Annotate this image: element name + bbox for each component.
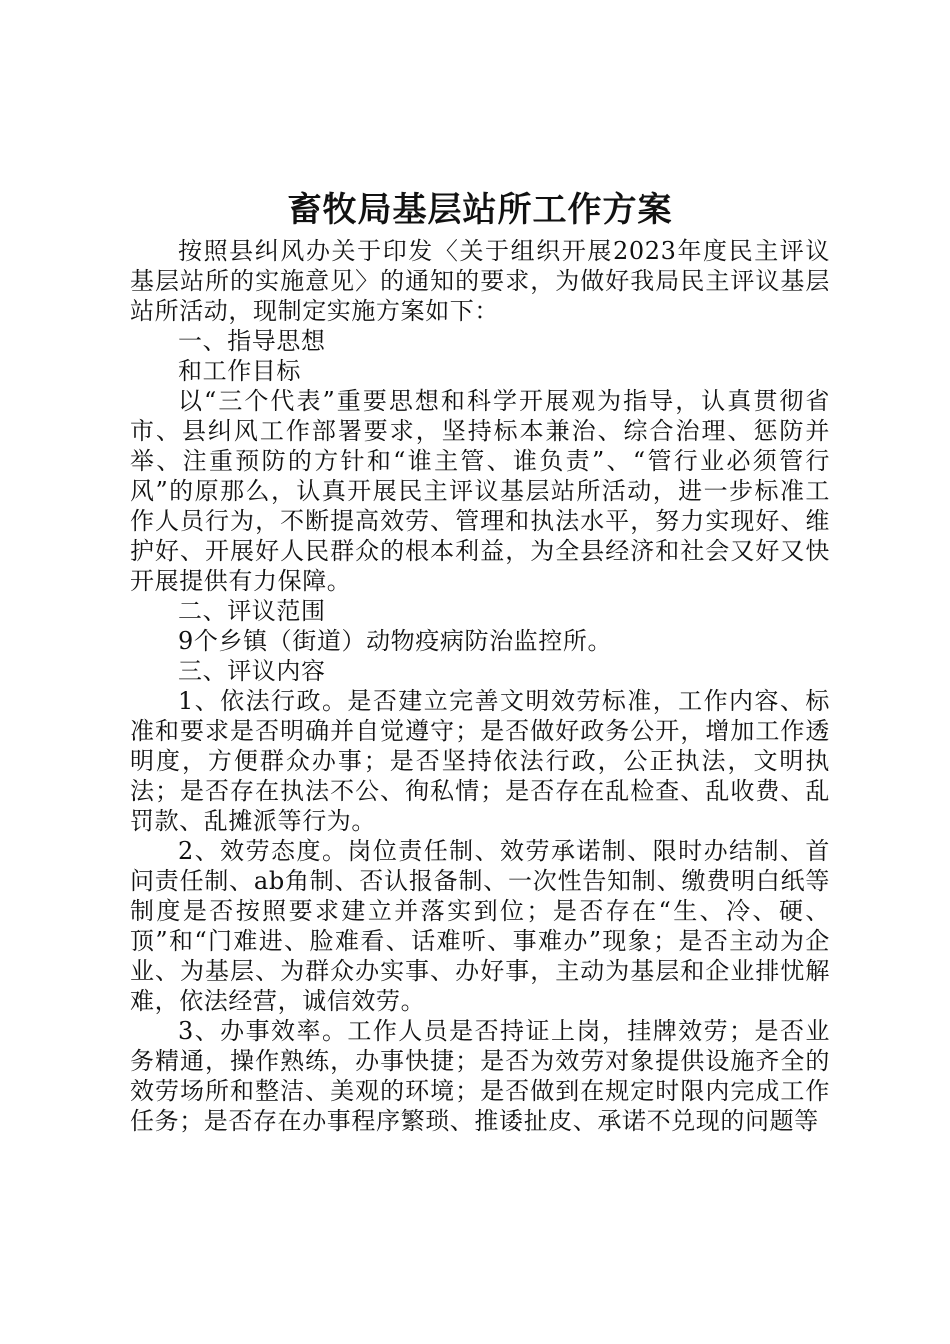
document-title: 畜牧局基层站所工作方案 xyxy=(287,190,673,230)
section-heading-work-goals: 和工作目标 xyxy=(178,357,301,385)
paragraph-item-3: 3、办事效率。工作人员是否持证上岗，挂牌效劳；是否业务精通，操作熟练，办事快捷；是否为效劳对象提供设施齐全的效劳场所和整洁、美观的环境；是否做到在规定时限内完成工作任务；是否存在办事程序繁琐、推诿扯皮、承诺不兑现的问题等 xyxy=(130,1017,830,1135)
paragraph-guiding-text: 以“三个代表”重要思想和科学开展观为指导，认真贯彻省市、县纠风工作部署要求，坚持标本兼治、综合治理、惩防并举、注重预防的方针和“谁主管、谁负责”、“管行业必须管行风”的原那么，认真开展民主评议基层站所活动，进一步标准工作人员行为，不断提高效劳、管理和执法水平，努力实现好、维护好、开展好人民群众的根本利益，为全县经济和社会又好又快开展提供有力保障。 xyxy=(130,387,830,595)
document-page xyxy=(130,190,830,1136)
section-heading-guiding-ideology: 一、指导思想 xyxy=(178,327,326,355)
paragraph-item-1: 1、依法行政。是否建立完善文明效劳标准，工作内容、标准和要求是否明确并自觉遵守；是否做好政务公开，增加工作透明度，方便群众办事；是否坚持依法行政，公正执法，文明执法；是否存在执法不公、徇私情；是否存在乱检查、乱收费、乱罚款、乱摊派等行为。 xyxy=(130,687,830,835)
paragraph-intro: 按照县纠风办关于印发〈关于组织开展2023年度民主评议基层站所的实施意见〉的通知的要求，为做好我局民主评议基层站所活动，现制定实施方案如下： xyxy=(130,237,830,325)
paragraph-item-2: 2、效劳态度。岗位责任制、效劳承诺制、限时办结制、首问责任制、ab角制、否认报备制、一次性告知制、缴费明白纸等制度是否按照要求建立并落实到位；是否存在“生、冷、硬、顶”和“门难进、脸难看、话难听、事难办”现象；是否主动为企业、为基层、为群众办实事、办好事，主动为基层和企业排忧解难，依法经营，诚信效劳。 xyxy=(130,837,830,1015)
paragraph-scope: 9个乡镇（街道）动物疫病防治监控所。 xyxy=(178,627,613,655)
section-heading-scope: 二、评议范围 xyxy=(178,597,326,625)
section-heading-content: 三、评议内容 xyxy=(178,657,326,685)
